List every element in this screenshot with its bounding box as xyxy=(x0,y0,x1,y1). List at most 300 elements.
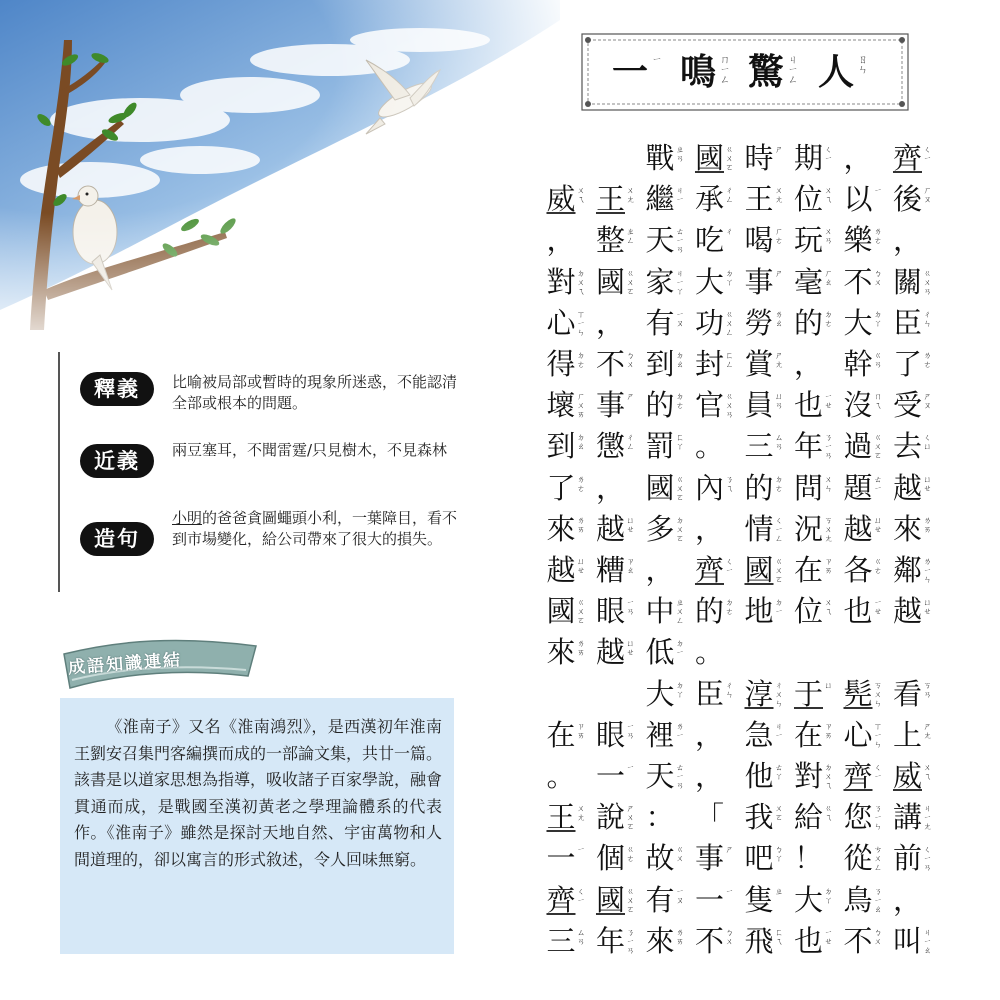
story-zhuyin: ㄍ ㄜ xyxy=(626,845,635,864)
story-hanzi: 個 xyxy=(595,841,625,876)
story-hanzi: 糟 xyxy=(595,553,625,587)
story-zhuyin: ㄌ ㄞ xyxy=(923,515,932,534)
story-zhuyin: ㄨ ㄟ xyxy=(577,186,585,205)
story-hanzi: 大 xyxy=(793,882,823,917)
story-hanzi: 承 xyxy=(694,182,724,217)
story-hanzi: 威 xyxy=(892,759,922,793)
story-zhuyin: ㄒ ㄧ ㄣ xyxy=(577,309,585,337)
story-zhuyin: ㄋ ㄧ ㄣ xyxy=(874,804,882,832)
story-hanzi: 也 xyxy=(793,388,823,423)
story-hanzi: 國 xyxy=(645,470,675,505)
story-zhuyin: ㄗ ㄠ xyxy=(626,557,635,575)
story-zhuyin: ㄑ ㄧ ㄢ xyxy=(923,845,932,873)
story-hanzi: 齊 xyxy=(694,553,724,587)
story-hanzi: 我 xyxy=(744,800,774,835)
definition-tag: 釋義 xyxy=(80,372,154,406)
story-hanzi: 勞 xyxy=(744,305,774,340)
story-zhuyin: ㄕ xyxy=(775,268,783,278)
story-zhuyin: ㄩ ㄝ xyxy=(626,515,635,534)
story-hanzi: 到 xyxy=(546,429,576,464)
story-zhuyin: ㄉ ㄜ xyxy=(775,474,783,493)
story-zhuyin: ㄑ ㄧ xyxy=(874,763,882,781)
story-hanzi: 急 xyxy=(744,717,774,752)
title-char: 一 xyxy=(612,51,649,93)
story-hanzi: 國 xyxy=(595,264,625,299)
story-hanzi: ， xyxy=(645,553,675,587)
story-zhuyin: ㄉ ㄚ xyxy=(824,886,833,905)
example-sentence: 的爸爸貪圖蠅頭小利，一葉障目，看不到市場變化，給公司帶來了很大的損失。 xyxy=(172,509,458,548)
story-zhuyin: ㄨ ㄛ xyxy=(775,804,783,823)
story-zhuyin: ㄕ xyxy=(725,845,734,855)
story-hanzi: ， xyxy=(595,305,625,340)
story-zhuyin: ㄨ ㄣ xyxy=(824,474,833,493)
story-zhuyin: ㄧ ㄝ xyxy=(824,392,833,411)
title-zhuyin: ㄧ xyxy=(652,55,662,66)
story-hanzi: 威 xyxy=(546,182,576,217)
story-zhuyin: ㄧ ㄢ xyxy=(626,721,635,740)
story-hanzi: 大 xyxy=(645,676,675,711)
story-hanzi: 地 xyxy=(744,594,774,629)
story-hanzi: 的 xyxy=(645,388,675,423)
story-zhuyin: ㄧ ㄝ xyxy=(824,927,833,946)
story-zhuyin: ㄗ ㄞ xyxy=(824,721,833,740)
story-hanzi: 受 xyxy=(892,388,922,423)
story-hanzi: 幹 xyxy=(843,347,873,381)
story-hanzi: 在 xyxy=(546,717,576,752)
story-zhuyin: ㄉ ㄜ xyxy=(725,598,734,617)
story-zhuyin: ㄊ ㄚ xyxy=(775,763,783,781)
story-hanzi: 喝 xyxy=(744,223,774,258)
story-zhuyin: ㄗ ㄞ xyxy=(824,557,833,575)
story-zhuyin: ㄗ ㄞ xyxy=(577,721,585,740)
story-hanzi: 官 xyxy=(694,388,724,423)
story-zhuyin: ㄨ ㄟ xyxy=(824,598,833,617)
story-hanzi: ： xyxy=(645,800,675,835)
story-hanzi: 說 xyxy=(595,800,625,835)
story-zhuyin: ㄧ xyxy=(874,186,882,196)
story-zhuyin: ㄔ ㄣ xyxy=(923,309,932,328)
story-hanzi: 髡 xyxy=(843,676,873,711)
story-zhuyin: ㄩ ㄝ xyxy=(626,639,635,658)
story-hanzi: ， xyxy=(694,717,724,752)
story-zhuyin: ㄑ ㄧ xyxy=(577,886,585,905)
story-hanzi: 關 xyxy=(892,264,922,299)
story-zhuyin: ㄐ ㄧ xyxy=(775,721,783,740)
story-hanzi: 隻 xyxy=(744,882,774,917)
story-hanzi: 的 xyxy=(694,594,724,629)
story-zhuyin: ㄩ xyxy=(824,680,833,690)
story-zhuyin: ㄌ ㄠ xyxy=(775,309,783,328)
story-hanzi: 整 xyxy=(595,223,625,258)
story-zhuyin: ㄍ ㄨ ㄛ xyxy=(874,433,882,461)
story-zhuyin: ㄈ ㄥ xyxy=(725,351,734,369)
story-hanzi: 三 xyxy=(744,429,774,464)
story-zhuyin: ㄑ ㄧ xyxy=(824,145,833,163)
story-zhuyin: ㄨ ㄤ xyxy=(775,186,783,205)
story-hanzi: 您 xyxy=(843,800,873,835)
story-hanzi: 後 xyxy=(892,182,922,217)
story-hanzi: 臣 xyxy=(892,305,922,340)
definition-tag: 近義 xyxy=(80,444,154,478)
story-hanzi: 了 xyxy=(546,470,576,505)
story-hanzi: 越 xyxy=(546,553,576,587)
story-hanzi: 鄰 xyxy=(892,553,922,587)
story-hanzi: 來 xyxy=(645,923,675,958)
story-hanzi: 大 xyxy=(843,305,873,340)
story-hanzi: 越 xyxy=(892,594,922,629)
story-hanzi: 叫 xyxy=(892,923,922,958)
story-zhuyin: ㄉ ㄨ ㄛ xyxy=(676,515,684,543)
story-hanzi: 「 xyxy=(694,800,724,835)
story-zhuyin: ㄧ ㄡ xyxy=(676,886,684,905)
story-zhuyin: ㄈ ㄟ xyxy=(775,927,783,946)
story-hanzi: 天 xyxy=(645,759,675,793)
story-hanzi: 一 xyxy=(694,882,724,917)
story-zhuyin: ㄍ ㄨ ㄛ xyxy=(626,886,635,914)
story-hanzi: 不 xyxy=(595,347,625,381)
story-zhuyin: ㄌ ㄞ xyxy=(577,639,585,658)
story-hanzi: 齊 xyxy=(843,759,873,793)
story-hanzi: ， xyxy=(892,882,922,917)
story-zhuyin: ㄍ ㄟ xyxy=(824,804,833,823)
story-hanzi: 上 xyxy=(892,717,922,752)
story-zhuyin: ㄑ ㄧ ㄥ xyxy=(775,515,783,543)
story-zhuyin: ㄌ ㄞ xyxy=(676,927,684,946)
story-hanzi: 于 xyxy=(793,676,823,711)
story-hanzi: 的 xyxy=(744,470,774,505)
story-hanzi: 來 xyxy=(892,511,922,546)
story-zhuyin: ㄍ ㄨ ㄛ xyxy=(676,474,684,502)
story-zhuyin: ㄊ ㄧ ㄢ xyxy=(676,227,684,255)
story-hanzi: 。 xyxy=(694,429,724,464)
story-hanzi: 眼 xyxy=(595,594,625,629)
story-hanzi: 齊 xyxy=(892,141,922,175)
story-zhuyin: ㄩ ㄝ xyxy=(923,598,932,617)
story-hanzi: 時 xyxy=(744,141,774,175)
story-zhuyin: ㄓ ㄨ ㄥ xyxy=(676,598,684,626)
story-hanzi: 來 xyxy=(546,511,576,546)
story-hanzi: 心 xyxy=(843,717,873,752)
story-zhuyin: ㄕ ㄤ xyxy=(923,721,932,740)
story-hanzi: 懲 xyxy=(595,429,625,464)
story-hanzi: 賞 xyxy=(744,347,774,381)
story-zhuyin: ㄍ ㄨ ㄢ xyxy=(725,392,734,420)
story-hanzi: 不 xyxy=(694,923,724,958)
story-zhuyin: ㄕ xyxy=(626,392,635,402)
story-zhuyin: ㄕ ㄤ xyxy=(775,351,783,369)
story-zhuyin: ㄨ ㄢ xyxy=(824,227,833,246)
story-hanzi: 內 xyxy=(694,470,724,505)
story-zhuyin: ㄈ ㄚ xyxy=(676,433,684,452)
story-hanzi: 飛 xyxy=(744,923,774,958)
story-hanzi: ， xyxy=(546,223,576,258)
story-hanzi: 眼 xyxy=(595,717,625,752)
story-zhuyin: ㄉ ㄨ ㄟ xyxy=(824,763,833,790)
story-hanzi: 對 xyxy=(793,759,823,793)
story-hanzi: 在 xyxy=(793,717,823,752)
story-zhuyin: ㄕ ㄨ ㄛ xyxy=(626,804,635,832)
story-hanzi: ， xyxy=(843,141,873,175)
story-hanzi: 心 xyxy=(546,305,576,340)
story-zhuyin: ㄅ ㄨ xyxy=(626,351,635,369)
story-zhuyin: ㄐ ㄧ ㄚ xyxy=(676,268,684,296)
story-hanzi: 沒 xyxy=(843,388,873,423)
story-zhuyin: ㄉ ㄚ xyxy=(874,309,882,328)
story-line xyxy=(545,913,945,972)
story-hanzi: 中 xyxy=(645,594,675,629)
story-hanzi: 去 xyxy=(892,429,922,464)
story-hanzi: 年 xyxy=(793,429,823,464)
story-zhuyin: ㄌ ㄜ xyxy=(874,227,882,246)
story-zhuyin: ㄐ ㄧ xyxy=(676,186,684,205)
story-zhuyin: ㄊ ㄧ ㄢ xyxy=(676,763,684,790)
story-hanzi: 裡 xyxy=(645,717,675,752)
story-char xyxy=(545,923,587,963)
story-zhuyin: ㄊ ㄧ xyxy=(874,474,882,493)
story-zhuyin: ㄒ ㄧ ㄣ xyxy=(874,721,882,749)
story-zhuyin: ㄧ ㄝ xyxy=(874,598,882,617)
story-zhuyin: ㄏ ㄨ ㄞ xyxy=(577,392,585,420)
story-zhuyin: ㄏ ㄠ xyxy=(824,268,833,287)
story-zhuyin: ㄩ ㄝ xyxy=(874,515,882,534)
story-hanzi: 臣 xyxy=(694,676,724,711)
story-zhuyin: ㄋ ㄧ ㄢ xyxy=(626,927,635,955)
story-hanzi: ， xyxy=(892,223,922,258)
definition-tag: 造句 xyxy=(80,522,154,556)
story-zhuyin: ㄅ ㄨ xyxy=(725,927,734,946)
definitions-panel xyxy=(58,352,460,592)
story-hanzi: 有 xyxy=(645,305,675,340)
story-hanzi: 以 xyxy=(843,182,873,217)
story-hanzi: 了 xyxy=(892,347,922,381)
story-hanzi: 況 xyxy=(793,511,823,546)
story-zhuyin: ㄎ ㄨ ㄤ xyxy=(824,515,833,543)
story-hanzi: 期 xyxy=(793,141,823,175)
title-char: 鳴 xyxy=(680,51,717,93)
story-hanzi: 有 xyxy=(645,882,675,917)
story-zhuyin: ㄅ ㄨ xyxy=(874,927,882,946)
story-hanzi: 齊 xyxy=(546,882,576,917)
story-zhuyin: ㄌ ㄜ xyxy=(923,351,932,369)
story-hanzi: 封 xyxy=(694,347,724,381)
story-hanzi: 玩 xyxy=(793,223,823,258)
definition-text: 兩豆塞耳，不聞雷霆/只見樹木，不見森林 xyxy=(172,441,448,459)
story-hanzi: 對 xyxy=(546,264,576,299)
story-hanzi: 功 xyxy=(694,305,724,340)
story-zhuyin: ㄍ ㄨ xyxy=(676,845,684,864)
story-zhuyin: ㄌ ㄧ xyxy=(676,721,684,740)
story-hanzi: 國 xyxy=(694,141,724,175)
sky-illustration xyxy=(0,0,560,330)
story-zhuyin: ㄙ ㄢ xyxy=(577,927,585,946)
story-hanzi: 國 xyxy=(744,553,774,587)
story-zhuyin: ㄓ ㄥ xyxy=(626,227,635,246)
story-hanzi: ， xyxy=(793,347,823,381)
story-zhuyin: ㄧ xyxy=(577,845,585,855)
definition-text xyxy=(172,508,460,550)
knowledge-text xyxy=(74,714,442,873)
story-hanzi: 壞 xyxy=(546,388,576,423)
story-char xyxy=(595,923,637,963)
story-hanzi: 樂 xyxy=(843,223,873,258)
definition-text: 比喻被局部或暫時的現象所迷惑，不能認清全部或根本的問題。 xyxy=(172,373,458,412)
story-zhuyin: ㄨ ㄤ xyxy=(626,186,635,205)
story-hanzi: 低 xyxy=(645,635,675,670)
story-char xyxy=(743,923,785,963)
story-hanzi: 的 xyxy=(793,305,823,340)
story-zhuyin: ㄕ xyxy=(775,145,783,154)
story-zhuyin: ㄋ ㄧ ㄠ xyxy=(874,886,882,914)
story-hanzi: 越 xyxy=(843,511,873,546)
story-zhuyin: ㄕ ㄡ xyxy=(923,392,932,411)
story-zhuyin: ㄅ ㄨ xyxy=(874,268,882,287)
story-hanzi: 也 xyxy=(843,594,873,629)
story-hanzi: 王 xyxy=(546,800,576,835)
story-zhuyin: ㄎ ㄢ xyxy=(923,680,932,699)
story-zhuyin: ㄉ ㄚ xyxy=(725,268,734,287)
story-zhuyin: ㄐ ㄧ ㄠ xyxy=(923,927,932,955)
knowledge-banner-title: 成語知識連結 xyxy=(67,650,183,679)
story-zhuyin: ㄉ ㄠ xyxy=(676,351,684,369)
story-hanzi: ， xyxy=(694,511,724,546)
story-zhuyin: ㄌ ㄜ xyxy=(577,474,585,493)
story-hanzi: 題 xyxy=(843,470,873,505)
story-zhuyin: ㄧ ㄡ xyxy=(676,309,684,328)
story-zhuyin: ㄍ ㄨ ㄛ xyxy=(725,145,734,172)
story-hanzi: 位 xyxy=(793,594,823,629)
story-hanzi: 天 xyxy=(645,223,675,258)
story-hanzi: 越 xyxy=(595,511,625,546)
story-zhuyin: ㄍ ㄨ ㄥ xyxy=(725,309,734,337)
story-hanzi: 得 xyxy=(546,347,576,381)
story-hanzi: 鳥 xyxy=(843,882,873,917)
story-hanzi: 三 xyxy=(546,923,576,958)
story-hanzi: 給 xyxy=(793,800,823,835)
title-zhuyin: ㄇ ㄧ ㄥ xyxy=(720,55,730,86)
story-hanzi: 各 xyxy=(843,553,873,587)
story-hanzi: 在 xyxy=(793,553,823,587)
story-zhuyin: ㄨ ㄟ xyxy=(824,186,833,205)
story-char xyxy=(842,923,884,963)
story-hanzi: 吧 xyxy=(744,841,774,876)
story-hanzi: 淳 xyxy=(744,676,774,711)
story-char xyxy=(644,923,686,963)
story-zhuyin: ㄧ ㄢ xyxy=(626,598,635,617)
story-zhuyin: ㄉ ㄨ ㄟ xyxy=(577,268,585,296)
story-hanzi: ！ xyxy=(793,841,823,876)
story-hanzi: 國 xyxy=(595,882,625,917)
story-zhuyin: ㄔ xyxy=(725,227,734,237)
story-zhuyin: ㄉ ㄠ xyxy=(577,433,585,452)
story-hanzi: 毫 xyxy=(793,264,823,299)
story-hanzi: 大 xyxy=(694,264,724,299)
story-zhuyin: ㄧ xyxy=(725,886,734,896)
story-zhuyin: ㄩ ㄝ xyxy=(577,557,585,575)
story-zhuyin: ㄓ xyxy=(775,886,783,896)
story-hanzi: 前 xyxy=(892,841,922,876)
story-hanzi: 來 xyxy=(546,635,576,670)
story-zhuyin: ㄍ ㄨ ㄢ xyxy=(923,268,932,296)
story-char xyxy=(793,923,835,963)
story-hanzi: 。 xyxy=(546,759,576,793)
story-zhuyin: ㄑ ㄧ xyxy=(725,557,734,575)
story-zhuyin: ㄍ ㄨ ㄛ xyxy=(626,268,635,296)
story-zhuyin: ㄩ ㄢ xyxy=(775,392,783,411)
story-hanzi: 講 xyxy=(892,800,922,835)
story-zhuyin: ㄉ ㄜ xyxy=(824,309,833,328)
story-zhuyin: ㄔ ㄣ xyxy=(725,680,734,699)
story-hanzi: 他 xyxy=(744,759,774,793)
title-char: 人 xyxy=(818,51,855,93)
story-zhuyin: ㄔ ㄥ xyxy=(725,186,734,205)
title-char: 驚 xyxy=(748,51,785,93)
story-hanzi: 也 xyxy=(793,923,823,958)
story-zhuyin: ㄨ ㄤ xyxy=(577,804,585,823)
story-hanzi: 到 xyxy=(645,347,675,381)
story-hanzi: 故 xyxy=(645,841,675,876)
story-hanzi: 位 xyxy=(793,182,823,217)
story-zhuyin: ㄇ ㄟ xyxy=(874,392,882,411)
title-zhuyin: ㄖ ㄣ xyxy=(858,55,868,76)
story-hanzi: 王 xyxy=(595,182,625,217)
story-zhuyin: ㄐ ㄧ ㄤ xyxy=(923,804,932,832)
example-name: 小明 xyxy=(172,509,203,527)
story-hanzi: 王 xyxy=(744,182,774,217)
story-zhuyin: ㄩ ㄝ xyxy=(923,474,932,493)
story-zhuyin: ㄉ ㄜ xyxy=(676,392,684,411)
story-zhuyin: ㄉ ㄚ xyxy=(676,680,684,699)
story-hanzi: 不 xyxy=(843,923,873,958)
story-hanzi: 從 xyxy=(843,841,873,876)
knowledge-paragraph: 《淮南子》又名《淮南鴻烈》，是西漢初年淮南王劉安召集門客編撰而成的一部論文集，共廿一篇。該書是以道家思想為指導，吸收諸子百家學說，融會貫通而成，是戰國至漢初黃老之學理論體系的代表作。《淮南子》雖然是探討天地自然、宇宙萬物和人間道理的，卻以寓言的形式敘述，令人回味無窮。 xyxy=(74,717,443,869)
story-hanzi: 。 xyxy=(694,635,724,670)
story-hanzi: 家 xyxy=(645,264,675,299)
story-zhuyin: ㄉ ㄜ xyxy=(577,351,585,369)
story-hanzi: 一 xyxy=(546,841,576,876)
story-hanzi: 事 xyxy=(595,388,625,423)
story-zhuyin: ㄙ ㄢ xyxy=(775,433,783,452)
story-hanzi: 一 xyxy=(595,759,625,793)
story-zhuyin: ㄔ ㄨ ㄣ xyxy=(775,680,783,708)
story-hanzi: 事 xyxy=(744,264,774,299)
story-hanzi: 繼 xyxy=(645,182,675,217)
story-zhuyin: ㄨ ㄟ xyxy=(923,763,932,781)
story-zhuyin: ㄏ ㄡ xyxy=(923,186,932,205)
story-hanzi: 越 xyxy=(892,470,922,505)
story-hanzi: 不 xyxy=(843,264,873,299)
story-zhuyin: ㄉ ㄧ xyxy=(676,639,684,658)
story-zhuyin: ㄍ ㄨ ㄛ xyxy=(775,557,783,584)
story-zhuyin: ㄋ ㄧ ㄢ xyxy=(824,433,833,461)
story-text xyxy=(545,130,945,1000)
story-zhuyin: ㄌ ㄧ ㄣ xyxy=(923,557,932,584)
story-hanzi: ， xyxy=(595,470,625,505)
story-hanzi: 看 xyxy=(892,676,922,711)
story-zhuyin: ㄍ ㄜ xyxy=(874,557,882,575)
story-zhuyin: ㄋ ㄟ xyxy=(725,474,734,493)
story-hanzi: 情 xyxy=(744,511,774,546)
story-hanzi: ， xyxy=(694,759,724,793)
story-hanzi: 戰 xyxy=(645,141,675,175)
title-zhuyin: ㄐ ㄧ ㄥ xyxy=(788,55,798,86)
story-char xyxy=(892,923,934,963)
story-zhuyin: ㄅ ㄚ xyxy=(775,845,783,864)
story-zhuyin: ㄔ ㄥ xyxy=(626,433,635,452)
story-hanzi: 國 xyxy=(546,594,576,629)
story-hanzi: 問 xyxy=(793,470,823,505)
story-zhuyin: ㄍ ㄨ ㄛ xyxy=(577,598,585,626)
story-hanzi: 越 xyxy=(595,635,625,670)
